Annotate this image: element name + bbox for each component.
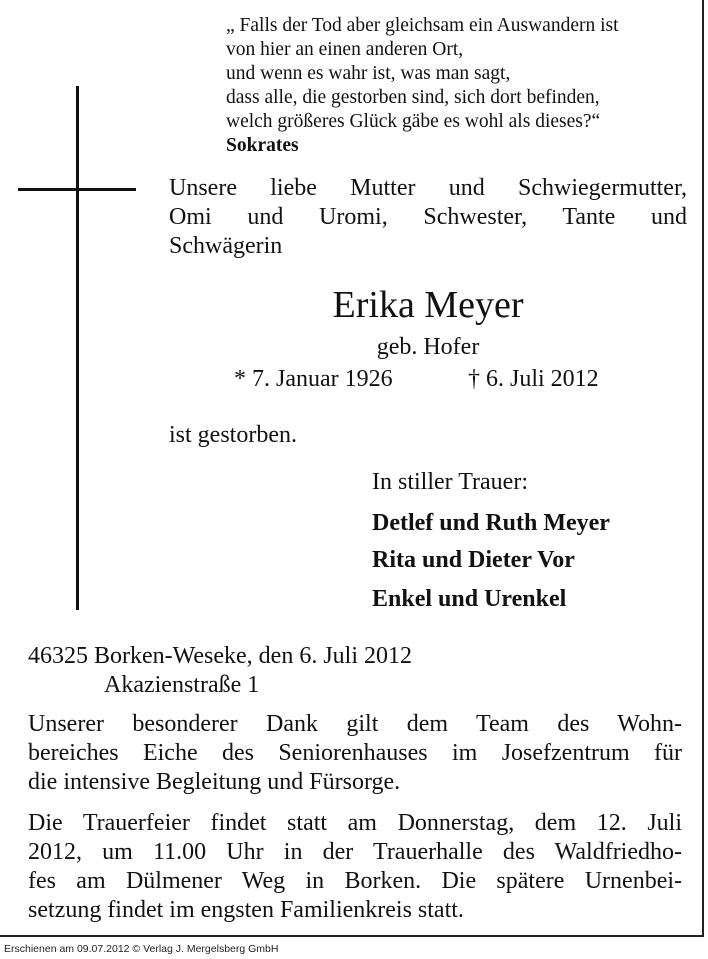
thanks-line: Unserer besonderer Dank gilt dem Team des Wohn-	[28, 711, 682, 737]
deceased-name: Erika Meyer	[332, 284, 524, 326]
death-date: † 6. Juli 2012	[468, 366, 599, 392]
funeral-line: Die Trauerfeier findet statt am Donnerstag, dem 12. Juli	[28, 810, 682, 836]
quote-line: dass alle, die gestorben sind, sich dort befinden,	[226, 87, 600, 108]
birth-name: geb. Hofer	[376, 334, 480, 360]
thanks-line: die intensive Begleitung und Fürsorge.	[28, 769, 401, 795]
mourner-name: Detlef und Ruth Meyer	[372, 510, 610, 536]
publisher-footer: Erschienen am 09.07.2012 © Verlag J. Mergelsberg GmbH	[4, 943, 279, 955]
quote-line: von hier an einen anderen Ort,	[226, 39, 464, 60]
quote-line: welch größeres Glück gäbe es wohl als dieses?“	[226, 111, 601, 132]
cross-icon-vertical-bar	[76, 86, 79, 610]
mourner-name: Rita und Dieter Vor	[372, 547, 575, 573]
intro-text	[169, 174, 687, 261]
funeral-line: 2012, um 11.00 Uhr in der Trauerhalle des Waldfriedho-	[28, 839, 682, 865]
passed-text: ist gestorben.	[169, 422, 297, 448]
funeral-line: setzung findet im engsten Familienkreis statt.	[28, 897, 464, 923]
quote-line: „ Falls der Tod aber gleichsam ein Auswandern ist	[226, 15, 619, 36]
street-address: Akazienstraße 1	[104, 672, 260, 698]
quote-author: Sokrates	[226, 135, 299, 156]
birth-date: * 7. Januar 1926	[234, 366, 393, 392]
thanks-paragraph	[28, 710, 682, 797]
mourners-label: In stiller Trauer:	[372, 469, 528, 495]
intro-line: Unsere liebe Mutter und Schwiegermutter,	[169, 175, 687, 201]
place-date: 46325 Borken-Weseke, den 6. Juli 2012	[28, 643, 412, 669]
intro-line: Omi und Uromi, Schwester, Tante und	[169, 204, 687, 230]
quote-line: und wenn es wahr ist, was man sagt,	[226, 63, 511, 84]
socrates-quote	[226, 14, 619, 158]
thanks-line: bereiches Eiche des Seniorenhauses im Josefzentrum für	[28, 740, 682, 766]
intro-line: Schwägerin	[169, 233, 283, 259]
funeral-paragraph	[28, 809, 682, 925]
mourner-name: Enkel und Urenkel	[372, 586, 567, 612]
funeral-line: fes am Dülmener Weg in Borken. Die spätere Urnenbei-	[28, 868, 682, 894]
cross-icon-horizontal-bar	[18, 188, 136, 191]
